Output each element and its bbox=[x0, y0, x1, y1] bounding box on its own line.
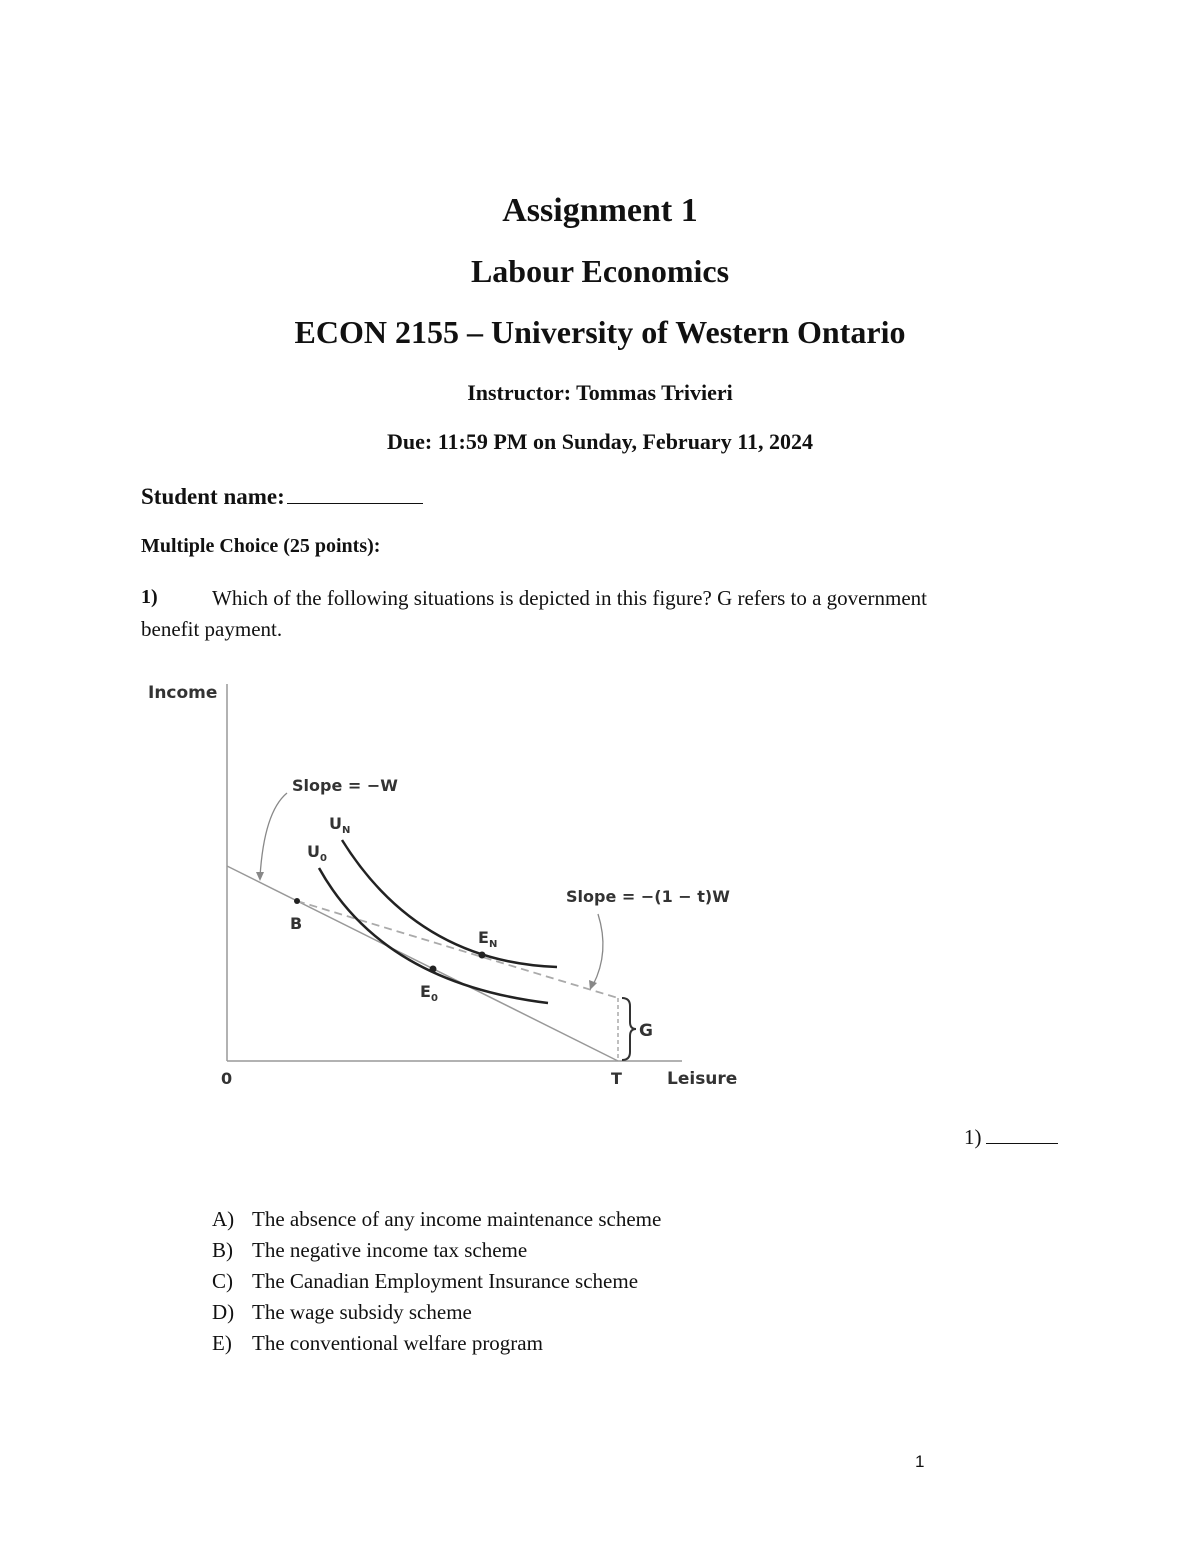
slope-arrow-2 bbox=[593, 914, 603, 985]
y-axis-label: Income bbox=[148, 683, 218, 703]
question-text-line2: benefit payment. bbox=[141, 617, 283, 641]
point-en-marker bbox=[479, 952, 486, 959]
student-name-label: Student name: bbox=[141, 484, 285, 509]
question-text-line1: Which of the following situations is depicted in this figure? G refers to a government bbox=[212, 586, 927, 610]
instructor-line: Instructor: Tommas Trivieri bbox=[467, 380, 733, 405]
benefit-brace bbox=[622, 998, 636, 1060]
t-label: T bbox=[611, 1069, 622, 1088]
student-name-blank[interactable] bbox=[287, 481, 423, 504]
point-b-label: B bbox=[290, 914, 303, 933]
option-c[interactable]: C) The Canadian Employment Insurance scheme bbox=[212, 1269, 639, 1293]
point-en-label: $E_N$ bbox=[478, 928, 498, 950]
slope-label-w: Slope = −W bbox=[292, 776, 398, 795]
page-number: 1 bbox=[915, 1452, 925, 1471]
option-e[interactable]: E) The conventional welfare program bbox=[212, 1331, 543, 1355]
course-subject: Labour Economics bbox=[470, 253, 730, 289]
assignment-title: Assignment 1 bbox=[502, 192, 698, 229]
budget-constraint-figure bbox=[140, 672, 750, 1102]
due-date-line: Due: 11:59 PM on Sunday, February 11, 2024 bbox=[387, 429, 813, 454]
answer-field[interactable] bbox=[964, 1125, 1058, 1150]
option-a[interactable]: A) The absence of any income maintenance scheme bbox=[212, 1207, 662, 1231]
question-number: 1) bbox=[141, 586, 158, 608]
student-name-field[interactable] bbox=[141, 481, 423, 510]
curve-label-u0: $U_0$ bbox=[307, 842, 327, 864]
indifference-curve-u0 bbox=[319, 868, 548, 1003]
origin-label: 0 bbox=[221, 1069, 233, 1088]
slope-label-tw: Slope = −(1 − t)W bbox=[566, 887, 730, 906]
answer-options bbox=[212, 1206, 661, 1361]
budget-line-original bbox=[227, 866, 618, 1061]
x-axis-label: Leisure bbox=[667, 1069, 738, 1089]
option-b[interactable]: B) The negative income tax scheme bbox=[212, 1238, 528, 1262]
arrow-head-1 bbox=[256, 872, 264, 881]
option-d[interactable]: D) The wage subsidy scheme bbox=[212, 1300, 472, 1324]
benefit-label: G bbox=[639, 1021, 653, 1041]
point-e0-label: $E_0$ bbox=[420, 982, 438, 1004]
course-code-university: ECON 2155 – University of Western Ontario bbox=[294, 314, 906, 350]
arrow-head-2 bbox=[589, 980, 597, 990]
point-e0-marker bbox=[430, 966, 437, 973]
point-b-marker bbox=[294, 898, 300, 904]
curve-label-un: $U_N$ bbox=[329, 814, 351, 836]
section-heading: Multiple Choice (25 points): bbox=[141, 535, 381, 557]
answer-label: 1) bbox=[964, 1125, 982, 1149]
answer-blank[interactable] bbox=[986, 1125, 1058, 1144]
slope-arrow-1 bbox=[260, 793, 287, 877]
